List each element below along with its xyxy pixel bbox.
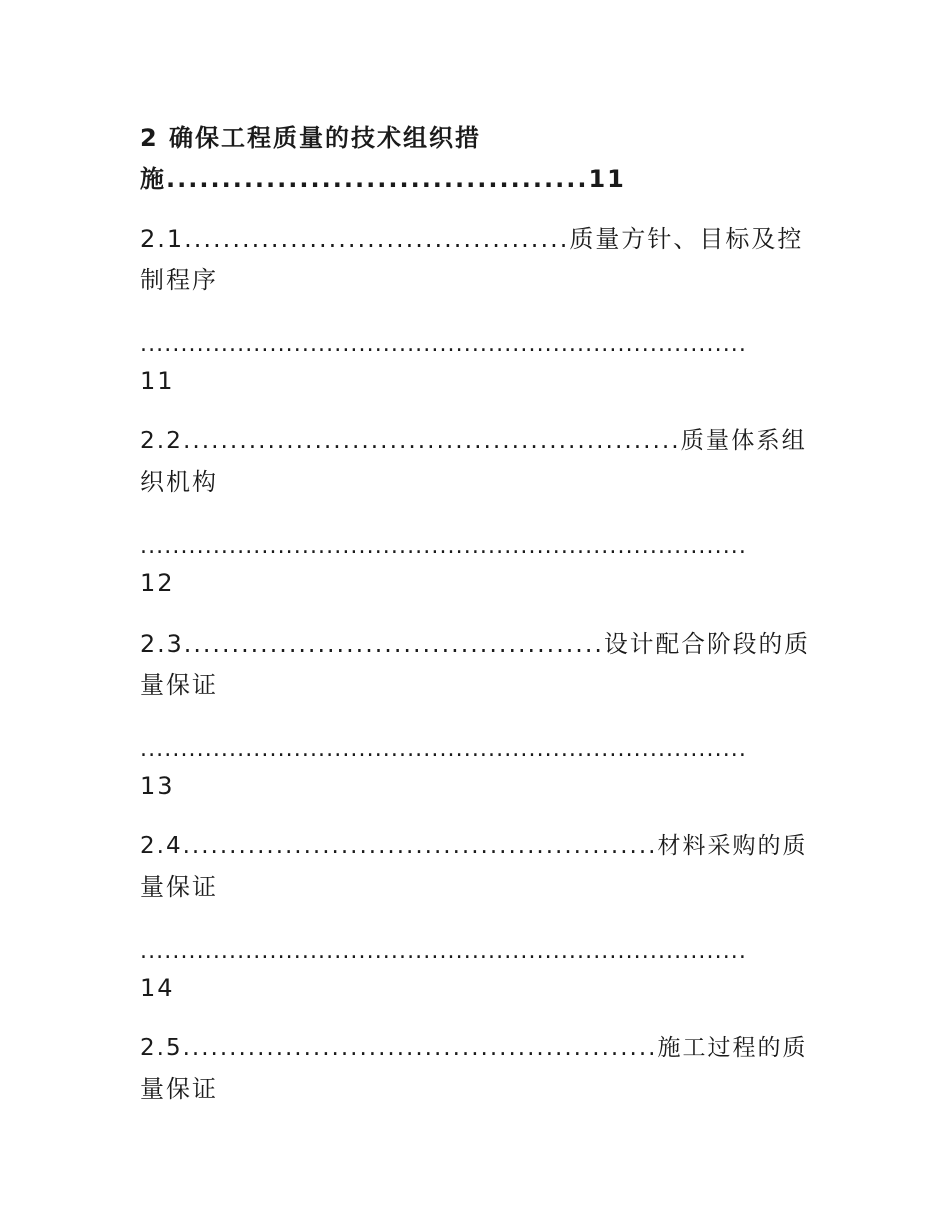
toc-entry-2-4-line1[interactable]: 2.4...................................................材料采购的质 (140, 833, 808, 859)
toc-entry-2-4-dot-leader: ........................................................................... (140, 939, 747, 964)
toc-heading-line1[interactable]: 2 确保工程质量的技术组织措 (140, 124, 482, 152)
toc-entry-2-4-page-number[interactable]: 14 (140, 974, 175, 1002)
toc-entry-2-2-page-number[interactable]: 12 (140, 569, 175, 597)
toc-entry-2-5-line1[interactable]: 2.5...................................................施工过程的质 (140, 1035, 808, 1061)
toc-heading-line2[interactable]: 施......................................11 (140, 165, 626, 193)
toc-entry-2-3-line1[interactable]: 2.3............................................设计配合阶段的质 (140, 630, 810, 658)
toc-entry-2-4-line2[interactable]: 量保证 (140, 873, 218, 901)
toc-entry-2-1-line1[interactable]: 2.1........................................质量方针、目标及控 (140, 225, 804, 253)
toc-entry-2-3-line2[interactable]: 量保证 (140, 671, 218, 699)
toc-entry-2-1-page-number[interactable]: 11 (140, 367, 175, 395)
toc-entry-2-2-line2[interactable]: 织机构 (140, 468, 218, 496)
toc-entry-2-3-dot-leader: ........................................................................... (140, 737, 747, 762)
toc-entry-2-2-dot-leader: ........................................................................... (140, 534, 747, 559)
toc-entry-2-1-line2[interactable]: 制程序 (140, 266, 218, 294)
toc-entry-2-1-dot-leader: ........................................................................... (140, 332, 747, 357)
toc-entry-2-5-line2[interactable]: 量保证 (140, 1075, 218, 1103)
toc-entry-2-2-line1[interactable]: 2.2.....................................................质量体系组 (140, 427, 807, 454)
toc-entry-2-3-page-number[interactable]: 13 (140, 772, 175, 800)
